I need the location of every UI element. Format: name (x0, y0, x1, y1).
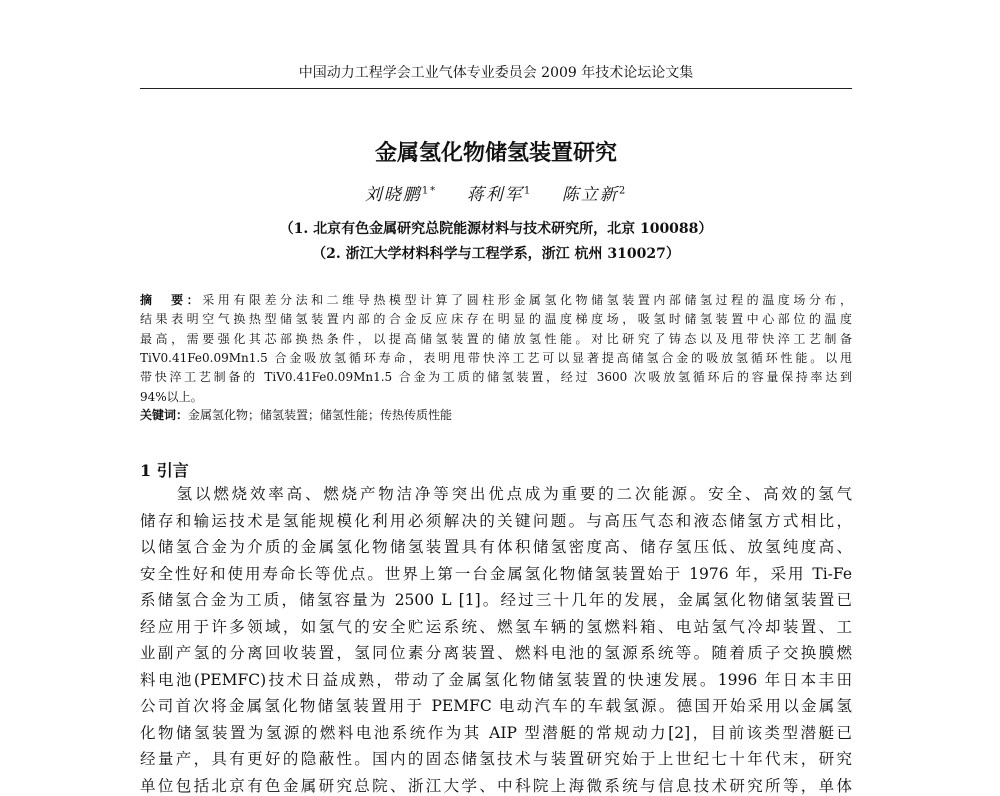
author-list (140, 180, 852, 205)
abstract-line (140, 349, 852, 368)
affiliation: （1. 北京有色金属研究总院能源材料与技术研究所，北京 100088） (279, 221, 713, 237)
body-line: 经应用于许多领域，如氢气的安全贮运系统、燃氢车辆的氢燃料箱、电站氢气冷却装置、工 (140, 617, 852, 636)
body-line: 单位包括北京有色金属研究总院、浙江大学、中科院上海微系统与信息技术研究所等，单体 (140, 776, 852, 795)
author-affiliation-mark: 1 (523, 185, 533, 197)
running-header: 中国动力工程学会工业气体专业委员会 2009 年技术论坛论文集 (298, 65, 694, 81)
body-line: 氢以燃烧效率高、燃烧产物洁净等突出优点成为重要的二次能源。安全、高效的氢气 (140, 485, 852, 503)
body-line: 公司首次将金属氢化物储氢装置用于 PEMFC 电动汽车的车载氢源。德国开始采用以金属氢 (140, 697, 852, 715)
body-line: 储存和输运技术是氢能规模化利用必须解决的关键问题。与高压气态和液态储氢方式相比， (140, 511, 852, 530)
abstract-text: TiV0.41Fe0.09Mn1.5 合金吸放氢循环寿命，表明甩带快淬工艺可以显著提高储氢合金的吸放氢循环性能。以甩 (140, 350, 852, 365)
author: 陈立新 (561, 185, 619, 205)
abstract-line (140, 330, 852, 349)
author: 刘晓鹏 (364, 185, 422, 205)
abstract-text: 最高，需要强化其芯部换热条件，以提高储氢装置的储放氢性能。对比研究了铸态以及甩带快淬工艺制备 (140, 331, 852, 346)
abstract-line (140, 368, 852, 387)
affiliation: （2. 浙江大学材料科学与工程学系，浙江 杭州 310027） (312, 246, 680, 262)
body-line: 安全性好和使用寿命长等优点。世界上第一台金属氢化物储氢装置始于 1976 年，采用 Ti-Fe (140, 564, 852, 583)
header-rule (140, 88, 852, 89)
paper-title: 金属氢化物储氢装置研究 (374, 141, 617, 166)
keywords-text: 金属氢化物；储氢装置；储氢性能；传热传质性能 (188, 408, 453, 422)
keywords-label: 关键词： (140, 408, 189, 422)
abstract-text: 94%以上。 (140, 389, 203, 404)
author: 蒋利军 (466, 185, 524, 205)
abstract-text: 带快淬工艺制备的 TiV0.41Fe0.09Mn1.5 合金为工质的储氢装置，经过 3600 次吸放氢循环后的容量保持率达到 (140, 370, 852, 385)
body-line: 以储氢合金为介质的金属氢化物储氢装置具有体积储氢密度高、储存氢压低、放氢纯度高、 (140, 538, 852, 556)
abstract-label: 摘 要： (140, 293, 203, 307)
keywords (140, 406, 852, 425)
abstract-line (140, 291, 852, 310)
author-affiliation-mark: 2 (618, 185, 628, 197)
body-line: 经量产，具有更好的隐蔽性。国内的固态储氢技术与装置研究始于上世纪七十年代末，研究 (140, 750, 852, 768)
section-heading: 1 引言 (140, 461, 189, 480)
abstract-line (140, 310, 852, 329)
author-affiliation-mark: 1* (421, 185, 438, 197)
abstract-line (140, 388, 852, 407)
body-line: 业副产氢的分离回收装置，氢同位素分离装置、燃料电池的氢源系统等。随着质子交换膜燃 (140, 644, 852, 662)
body-line: 系储氢合金为工质，储氢容量为 2500 L [1]。经过三十几年的发展，金属氢化物储氢装置已 (140, 591, 852, 609)
body-line: 料电池(PEMFC)技术日益成熟，带动了金属氢化物储氢装置的快速发展。1996 年日本丰田 (140, 670, 852, 689)
abstract-text: 结果表明空气换热型储氢装置内部的合金反应床存在明显的温度梯度场，吸氢时储氢装置中心部位的温度 (140, 312, 852, 327)
body-line: 化物储氢装置为氢源的燃料电池系统作为其 AIP 型潜艇的常规动力[2]，目前该类型潜艇已 (140, 723, 852, 742)
abstract-text: 采用有限差分法和二维导热模型计算了圆柱形金属氢化物储氢装置内部储氢过程的温度场分布， (202, 293, 852, 307)
